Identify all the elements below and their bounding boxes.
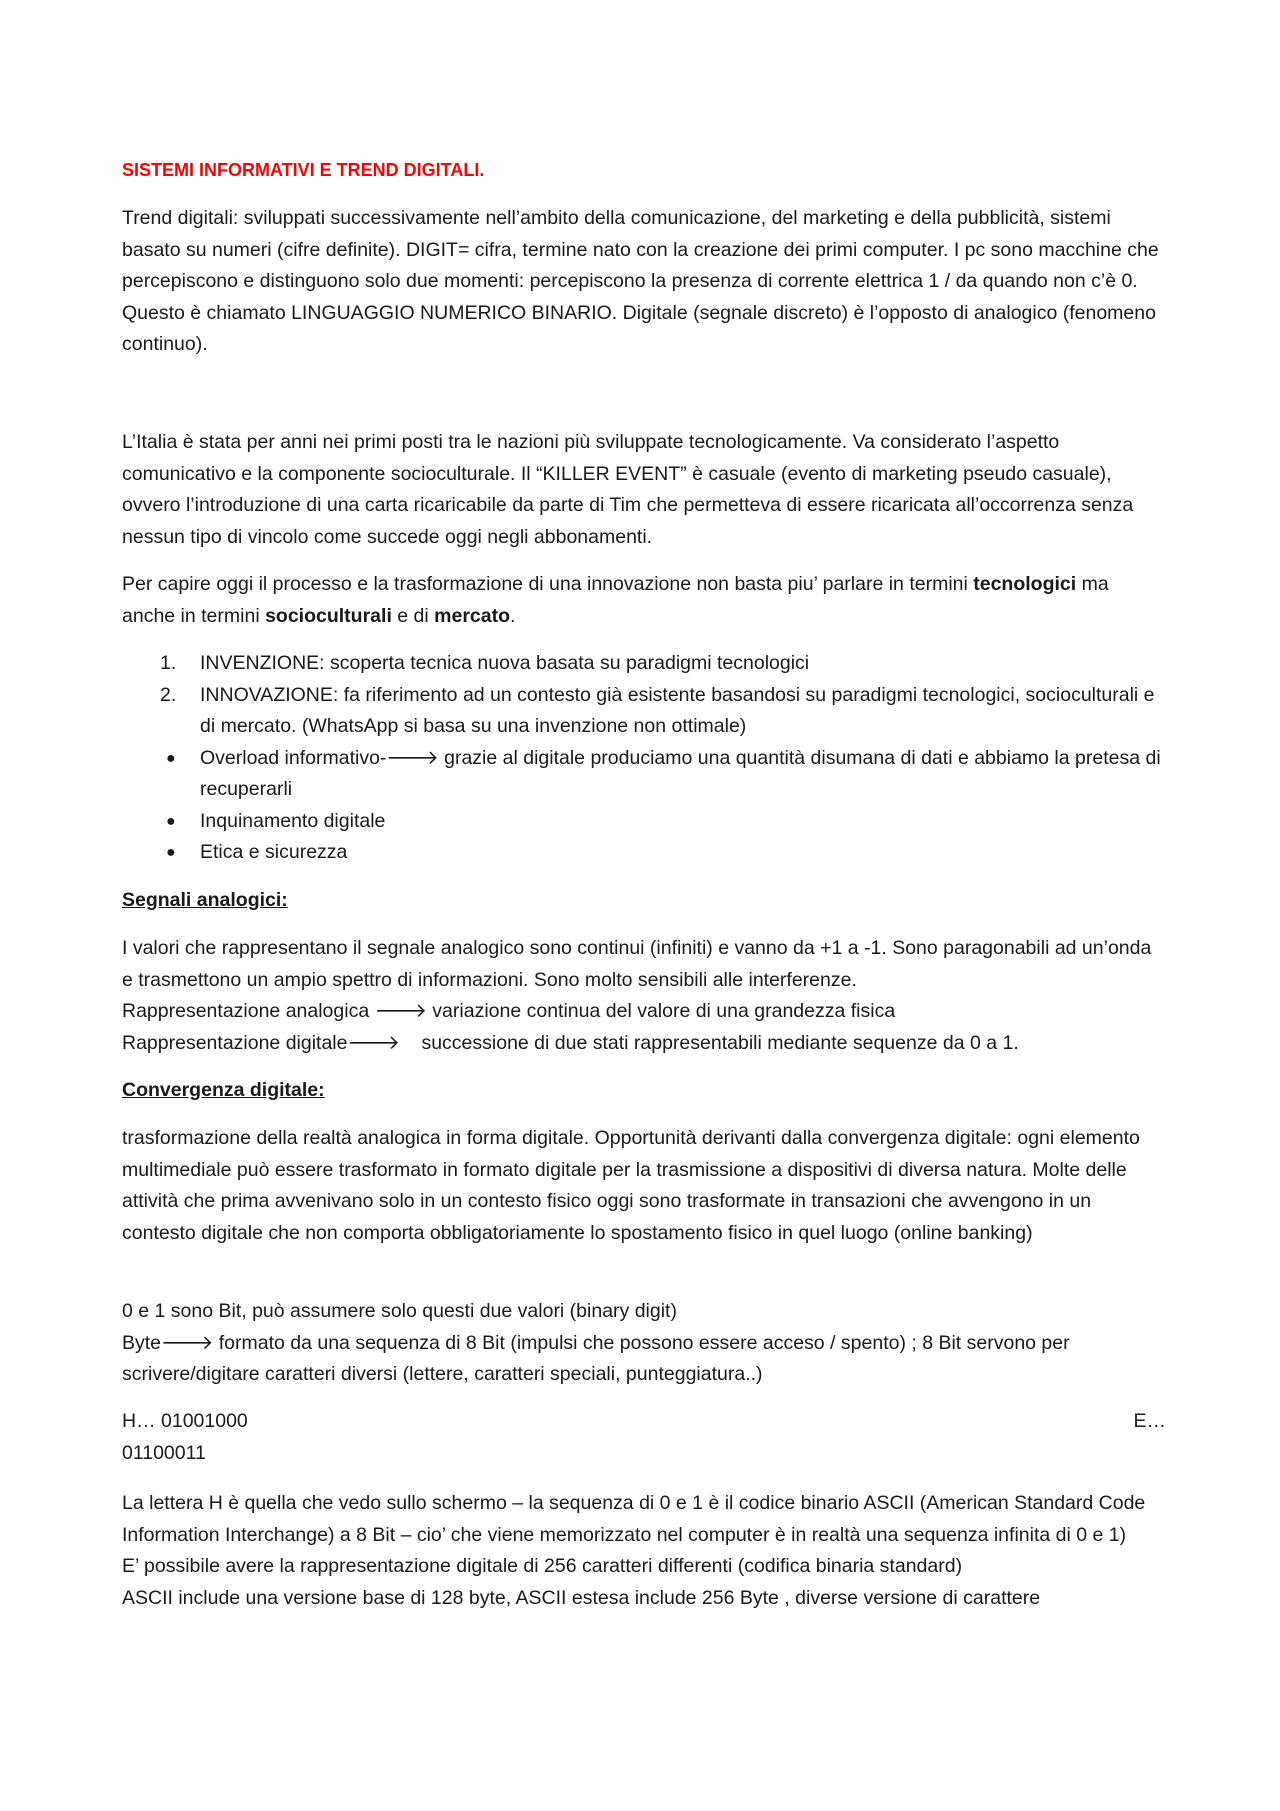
list-item-text: Etica e sicurezza bbox=[200, 841, 348, 863]
list-number: 2. bbox=[160, 683, 177, 706]
innovation-bold-mercato: mercato bbox=[434, 604, 511, 627]
convergence-text: trasformazione della realtà analogica in forma digitale. Opportunità derivanti dalla convergenza digitale: ogni elemento multimediale può essere trasformato in formato digitale per la trasmissione a dispositivi di diversa natura. Molte delle attività che prima avvenivano solo in un contesto fisico oggi sono trasformate in transazioni che avvengono in un contesto digitale che non comporta obbligatoriamente lo spostamento fisico in quel luogo (online banking) bbox=[122, 1127, 1140, 1244]
list-item bbox=[122, 680, 1166, 743]
innovation-text-part1: Per capire oggi il processo e la trasformazione di una innovazione non basta piu’ parlare in termini bbox=[122, 573, 974, 595]
concepts-list bbox=[122, 648, 1166, 869]
analog-representation-line: Rappresentazione analogica 🡒 variazione continua del valore di una grandezza fisica bbox=[122, 1000, 896, 1022]
italy-text: L’Italia è stata per anni nei primi posti tra le nazioni più sviluppate tecnologicamente. Va considerato l’aspetto comunicativo e la componente socioculturale. Il “KILLER EVENT” è casuale (evento di marketing pseudo casuale), ovvero l’introduzione di una carta ricaricabile da parte di Tim che permetteva di essere ricaricata all’occorrenza senza nessun tipo di vincolo come succede oggi negli abbonamenti. bbox=[122, 431, 1134, 548]
bullet-icon: ● bbox=[166, 844, 176, 861]
analog-paragraph bbox=[122, 933, 1166, 1059]
list-item bbox=[122, 743, 1166, 806]
binary-example-row bbox=[122, 1406, 1166, 1438]
list-item-text: Overload informativo-🡒 grazie al digitale produciamo una quantità disumana di dati e abbiamo la pretesa di recuperarli bbox=[200, 746, 1161, 800]
innovation-bold-socioculturali: socioculturali bbox=[265, 604, 392, 627]
innovation-text-part3: e di bbox=[391, 604, 435, 627]
analog-signals-heading: Segnali analogici: bbox=[122, 889, 288, 911]
document-title: SISTEMI INFORMATIVI E TREND DIGITALI. bbox=[122, 160, 485, 180]
convergence-paragraph bbox=[122, 1123, 1166, 1249]
ascii-versions-line: ASCII include una versione base di 128 byte, ASCII estesa include 256 Byte , diverse versione di carattere bbox=[122, 1586, 1041, 1609]
bit-paragraph bbox=[122, 1296, 1166, 1391]
ascii-paragraph bbox=[122, 1488, 1166, 1614]
list-item-text: INVENZIONE: scoperta tecnica nuova basata su paradigmi tecnologici bbox=[200, 652, 810, 674]
list-item-text: Inquinamento digitale bbox=[200, 809, 386, 832]
digital-convergence-heading: Convergenza digitale: bbox=[122, 1079, 325, 1101]
italy-paragraph bbox=[122, 427, 1166, 553]
ascii-text: La lettera H è quella che vedo sullo schermo – la sequenza di 0 e 1 è il codice binario ASCII (American Standard Code Information Interchange) a 8 Bit – cio’ che viene memorizzato nel computer è in realtà una sequenza infinita di 0 e 1) bbox=[122, 1492, 1146, 1546]
innovation-text bbox=[122, 569, 1166, 632]
bullet-icon: ● bbox=[166, 812, 176, 830]
byte-line: Byte🡒 formato da una sequenza di 8 Bit (impulsi che possono essere acceso / spento) ; 8 Bit servono per scrivere/digitare caratteri diversi (lettere, caratteri speciali, punteggiatura..) bbox=[122, 1331, 1070, 1385]
analog-text: I valori che rappresentano il segnale analogico sono continui (infiniti) e vanno da +1 a -1. Sono paragonabili ad un’onda e trasmettono un ampio spettro di informazioni. Sono molto sensibili alle interferenze. bbox=[122, 937, 1152, 991]
binary-example-h: H… 01001000 bbox=[122, 1410, 248, 1432]
digital-representation-line: Rappresentazione digitale🡒 successione di due stati rappresentabili mediante sequenze da 0 a 1. bbox=[122, 1031, 1019, 1054]
ascii-256-line: E’ possibile avere la rappresentazione digitale di 256 caratteri differenti (codifica binaria standard) bbox=[122, 1555, 963, 1577]
bullet-icon: ● bbox=[166, 749, 176, 767]
binary-example-e: E… bbox=[1133, 1410, 1166, 1432]
innovation-text-part2: ma anche in termini bbox=[122, 573, 1109, 627]
list-item-text: INNOVAZIONE: fa riferimento ad un contesto già esistente basandosi su paradigmi tecnologici, socioculturali e di mercato. (WhatsApp si basa su una invenzione non ottimale) bbox=[200, 683, 1155, 737]
list-item bbox=[122, 648, 1166, 680]
innovation-text-part4: . bbox=[510, 604, 516, 627]
binary-example bbox=[122, 1406, 1166, 1469]
list-item bbox=[122, 806, 1166, 838]
intro-text: Trend digitali: sviluppati successivamente nell’ambito della comunicazione, del marketing e della pubblicità, sistemi basato su numeri (cifre definite). DIGIT= cifra, termine nato con la creazione dei primi computer. I pc sono macchine che percepiscono e distinguono solo due momenti: percepiscono la presenza di corrente elettrica 1 / da quando non c’è 0. Questo è chiamato LINGUAGGIO NUMERICO BINARIO. Digitale (segnale discreto) è l’opposto di analogico (fenomeno continuo). bbox=[122, 207, 1159, 355]
intro-paragraph bbox=[122, 203, 1166, 361]
innovation-bold-tecnologici: tecnologici bbox=[973, 573, 1077, 595]
bit-line: 0 e 1 sono Bit, può assumere solo questi due valori (binary digit) bbox=[122, 1300, 677, 1322]
innovation-paragraph bbox=[122, 569, 1166, 632]
list-number: 1. bbox=[160, 652, 177, 674]
list-item bbox=[122, 837, 1166, 869]
binary-example-e-code: 01100011 bbox=[122, 1441, 206, 1464]
